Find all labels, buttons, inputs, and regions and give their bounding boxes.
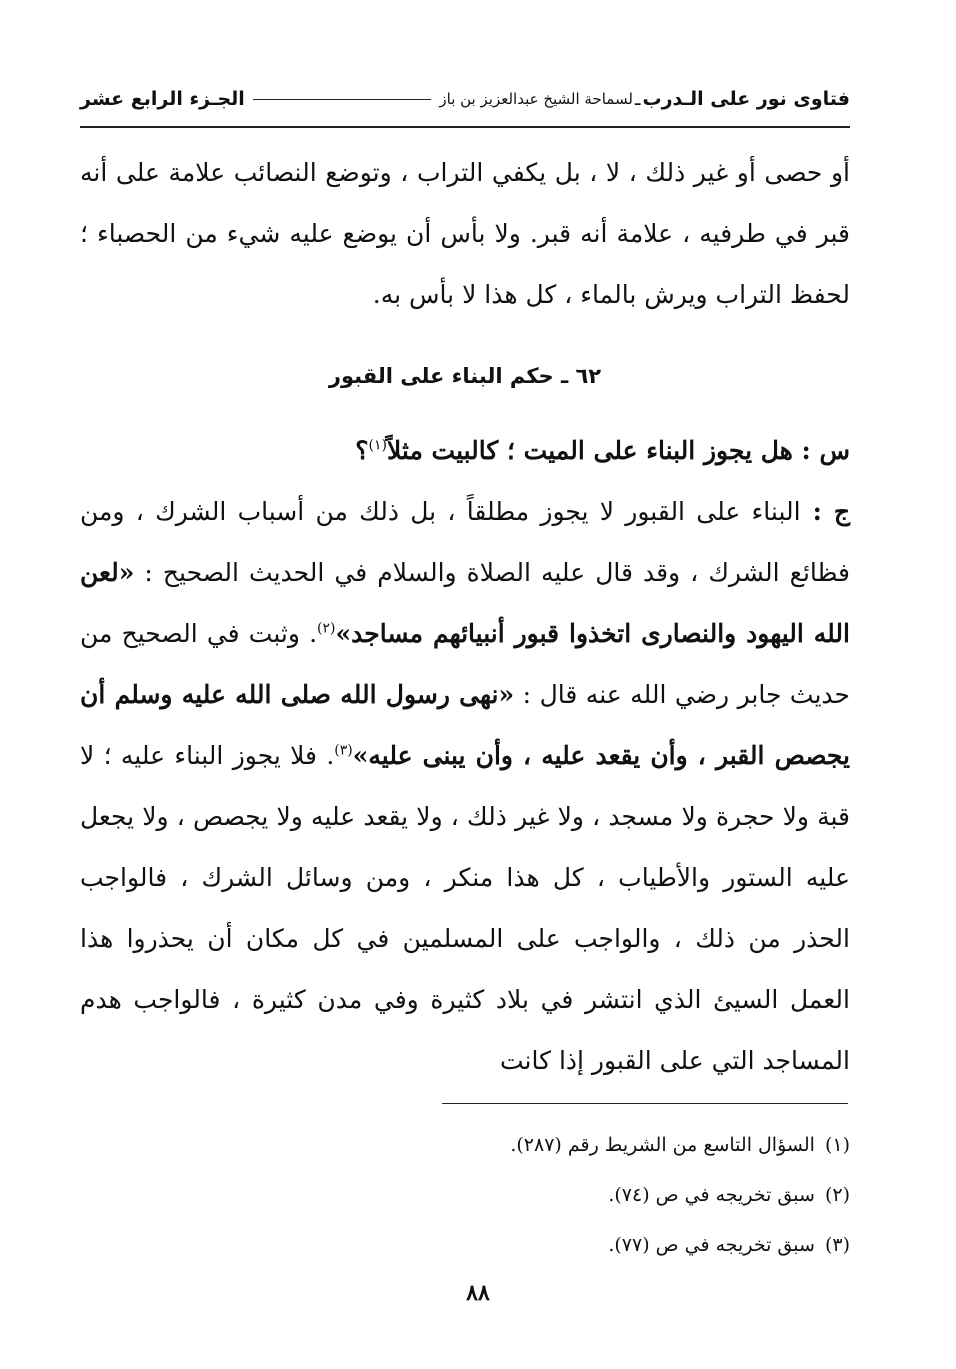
footnote-ref-3: (٣) bbox=[334, 742, 353, 759]
question-mark: ؟ bbox=[355, 436, 369, 465]
footnote-item bbox=[80, 1120, 850, 1170]
hadith-quote-2: «نهى رسول الله صلى الله عليه وسلم أن يجصص القبر ، وأن يقعد عليه ، وأن يبنى عليه» bbox=[80, 680, 850, 770]
author-name: لسماحة الشيخ عبدالعزيز بن باز bbox=[439, 90, 633, 108]
header-dash: ـ bbox=[634, 88, 641, 110]
footnote-number: (٣) bbox=[824, 1234, 850, 1256]
footnotes bbox=[80, 1120, 850, 1270]
footnote-item bbox=[80, 1220, 850, 1270]
question-answer bbox=[80, 420, 850, 1091]
paragraph-text: أو حصى أو غير ذلك ، لا ، بل يكفي التراب ، وتوضع النصائب علامة على أنه قبر في طرفيه ، علامة أنه قبر. ولا بأس أن يوضع عليه شيء من الحصباء ؛ لحفظ التراب ويرش بالماء ، كل هذا لا بأس به. bbox=[80, 158, 850, 309]
footnote-number: (١) bbox=[824, 1134, 850, 1156]
answer-text-3: . فلا يجوز البناء عليه ؛ لا قبة ولا حجرة ولا مسجد ، ولا غير ذلك ، ولا يقعد عليه ولا يجصص ، ولا يجعل عليه الستور والأطياب ، كل هذا منكر ، ومن وسائل الشرك ، فالواجب الحذر من ذلك ، والواجب على المسلمين في كل مكان أن يحذروا هذا العمل السيئ الذي انتشر في بلاد كثيرة وفي مدن كثيرة ، فالواجب هدم المساجد التي على القبور إذا كانت bbox=[80, 741, 850, 1075]
footnote-text: السؤال التاسع من الشريط رقم (٢٨٧). bbox=[510, 1134, 815, 1156]
header-line bbox=[253, 99, 432, 100]
footnote-item bbox=[80, 1170, 850, 1220]
footnote-number: (٢) bbox=[824, 1184, 850, 1206]
footnote-ref-1: (١) bbox=[368, 437, 387, 454]
answer-prefix: ج : bbox=[800, 497, 850, 526]
answer-text-1: البناء على القبور لا يجوز مطلقاً ، بل ذلك من أسباب الشرك ، ومن فظائع الشرك ، وقد قال عليه الصلاة والسلام في الحديث الصحيح : bbox=[80, 497, 850, 587]
question-paragraph bbox=[80, 420, 850, 481]
answer-paragraph bbox=[80, 481, 850, 1091]
book-title: فتاوى نور على الـدرب bbox=[642, 88, 850, 110]
footnote-text: سبق تخريجه في ص (٧٤). bbox=[608, 1184, 815, 1206]
footnote-text: سبق تخريجه في ص (٧٧). bbox=[608, 1234, 815, 1256]
header-divider bbox=[80, 126, 850, 128]
question-prefix: س : bbox=[792, 436, 850, 465]
footnote-ref-2: (٢) bbox=[317, 620, 336, 637]
footnote-divider bbox=[442, 1103, 848, 1104]
paragraph-continued bbox=[80, 142, 850, 325]
question-text: هل يجوز البناء على الميت ؛ كالبيت مثلاً bbox=[386, 436, 793, 465]
hadith-quote-1: «لعن الله اليهود والنصارى اتخذوا قبور أنبيائهم مساجد» bbox=[80, 558, 850, 648]
section-heading: ٦٢ ـ حكم البناء على القبور bbox=[328, 364, 602, 388]
volume-label: الجـزء الرابع عشر bbox=[80, 88, 245, 110]
page-number: ٨٨ bbox=[466, 1280, 490, 1306]
running-header bbox=[80, 78, 850, 120]
answer-text-2: . وثبت في الصحيح من حديث جابر رضي الله عنه قال : bbox=[80, 619, 850, 709]
